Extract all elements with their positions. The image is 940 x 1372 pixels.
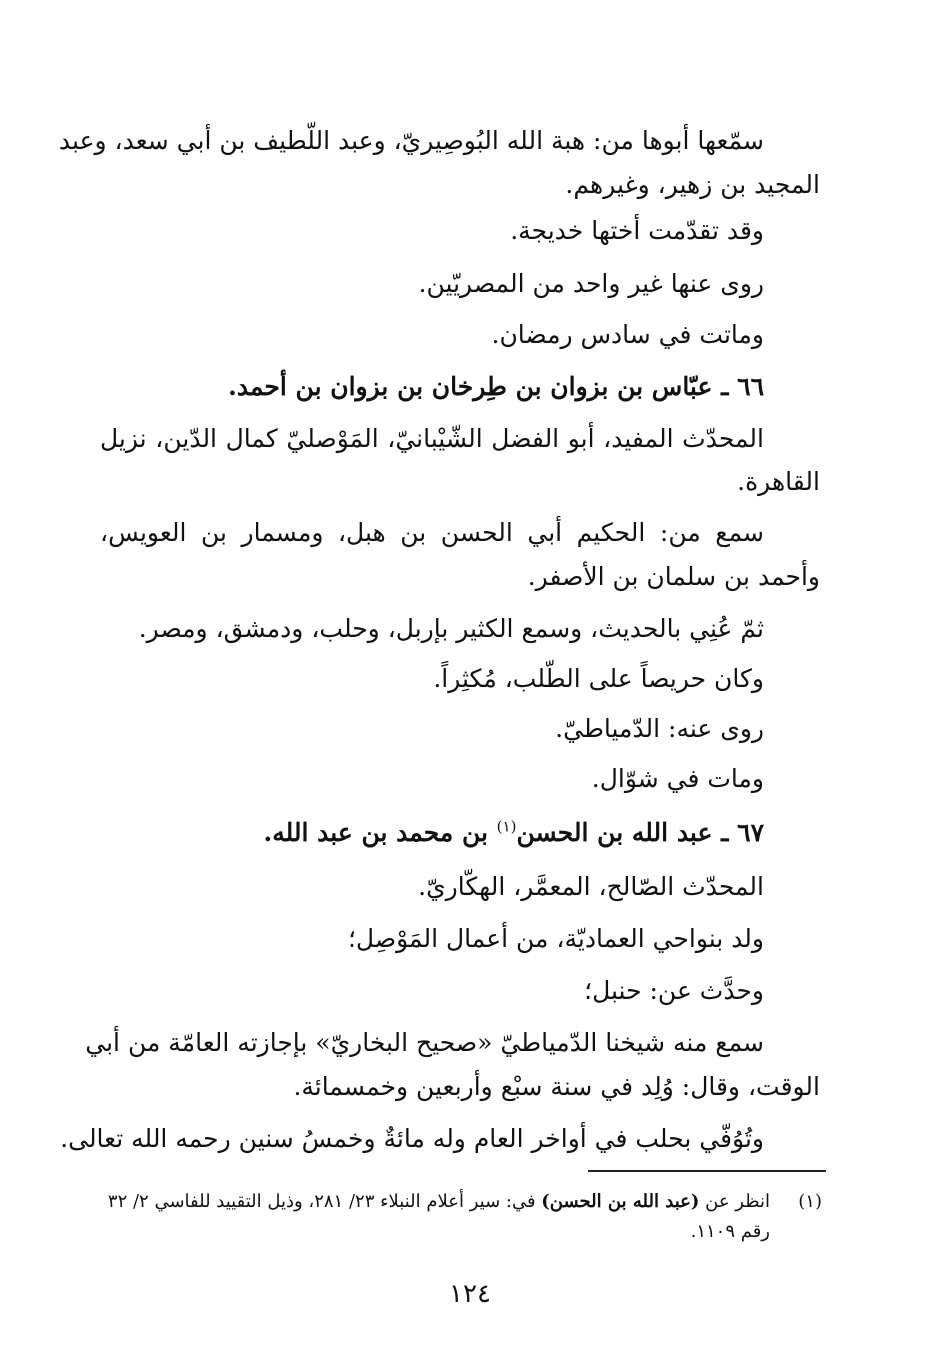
text-line-8: القاهرة. [737,467,820,496]
text-line-21: وتُوُفّي بحلب في أواخر العام وله مائةٌ وخمسُ سنين رحمه الله تعالى. [60,1124,764,1153]
entry-heading-66: ٦٦ ـ عبّاس بن بزوان بن طِرخان بن بزوان بن أحمد. [228,372,764,401]
footnote-ref-1[interactable]: (١) [496,817,517,836]
entry-heading-67-part1: ٦٧ ـ عبد الله بن الحسن [516,818,764,847]
text-line-11: ثمّ عُنِي بالحديث، وسمع الكثير بإربل، وحلب، ودمشق، ومصر. [138,614,764,643]
text-line-5: وماتت في سادس رمضان. [491,320,764,349]
page-number: ١٢٤ [449,1279,491,1309]
entry-heading-67 [264,816,764,850]
text-line-2: المجيد بن زهير، وغيرهم. [565,170,820,199]
footnote-prefix: انظر عن [699,1191,770,1212]
text-line-10: وأحمد بن سلمان بن الأصفر. [527,562,820,591]
text-line-4: روى عنها غير واحد من المصريّين. [418,269,764,298]
footnote-line-2: رقم ١١٠٩. [690,1221,770,1242]
text-line-7: المحدّث المفيد، أبو الفضل الشّيْبانيّ، المَوْصليّ كمال الدّين، نزيل [100,424,764,453]
text-line-17: ولد بنواحي العماديّة، من أعمال المَوْصِل؛ [347,924,764,953]
footnote-separator [588,1170,826,1172]
text-line-19: سمع منه شيخنا الدّمياطيّ «صحيح البخاريّ» بإجازته العامّة من أبي [85,1028,764,1057]
text-line-12: وكان حريصاً على الطّلب، مُكثِراً. [433,664,764,693]
footnote-rest: في: سير أعلام النبلاء ٢٣/ ٢٨١، وذيل التقييد للفاسي ٢/ ٣٢ [107,1191,542,1212]
text-line-13: روى عنه: الدّمياطيّ. [555,714,764,743]
footnote-line-1 [108,1189,770,1215]
footnote-marker: (١) [798,1191,822,1212]
text-line-18: وحدَّث عن: حنبل؛ [584,976,764,1005]
text-line-9: سمع من: الحكيم أبي الحسن بن هبل، ومسمار بن العويس، [100,518,764,547]
text-line-20: الوقت، وقال: وُلِد في سنة سبْع وأربعين وخمسمائة. [293,1072,820,1101]
entry-heading-67-part2: بن محمد بن عبد الله. [263,818,497,847]
text-line-14: ومات في شوّال. [591,764,764,793]
text-line-16: المحدّث الصّالح، المعمَّر، الهكّاريّ. [418,872,764,901]
footnote-bold-name: (عبد الله بن الحسن) [541,1191,700,1212]
text-line-3: وقد تقدّمت أختها خديجة. [510,216,764,245]
text-line-1: سمّعها أبوها من: هبة الله البُوصِيريّ، وعبد اللّطيف بن أبي سعد، وعبد [58,126,764,155]
